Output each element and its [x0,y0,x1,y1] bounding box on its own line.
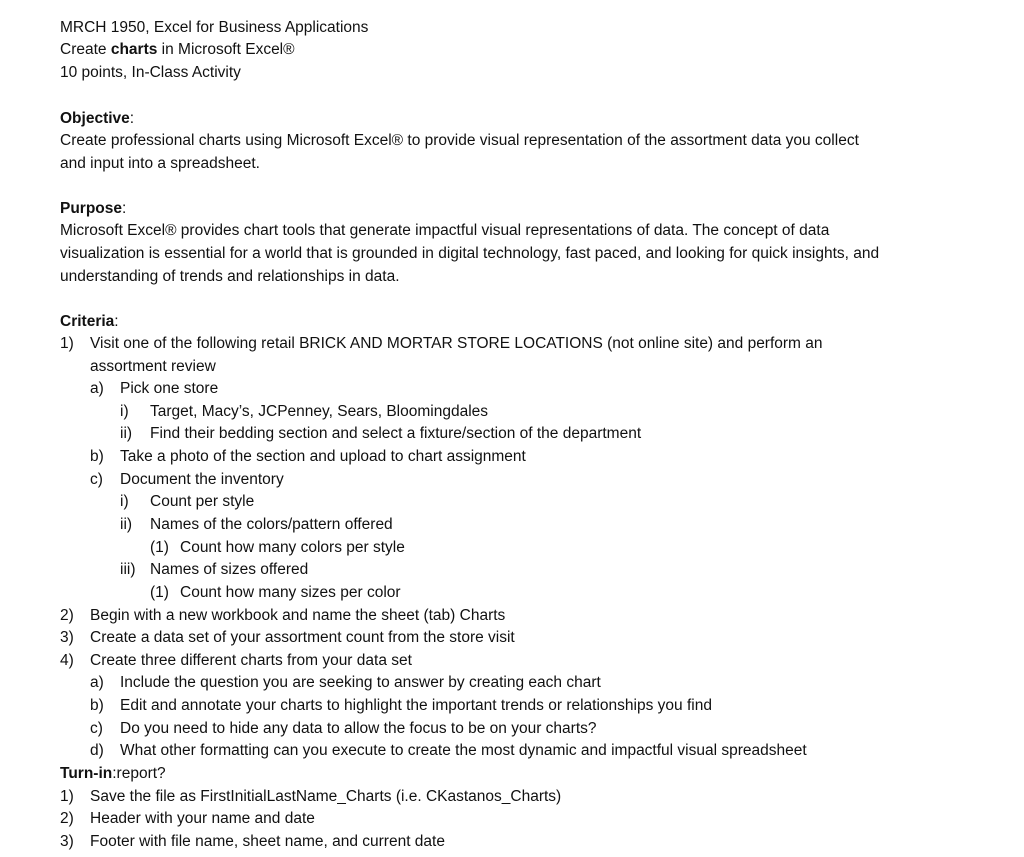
list-text: What other formatting can you execute to create the most dynamic and impactful visual spreadsheet [120,742,807,759]
list-number: ii) [120,516,133,533]
list-text: Count per style [150,493,255,510]
objective-heading [60,109,134,129]
purpose-heading-colon: : [122,200,127,217]
list-text: Save the file as FirstInitialLastName_Charts (i.e. CKastanos_Charts) [90,788,562,805]
assignment-title-pre: Create [60,41,111,58]
list-text: Count how many sizes per color [180,584,401,601]
assignment-title [60,40,295,60]
list-text: Names of sizes offered [150,561,309,578]
list-text: Create three different charts from your data set [90,652,412,669]
objective-line-2: and input into a spreadsheet. [60,155,260,172]
list-text: Edit and annotate your charts to highlight the important trends or relationships you find [120,697,712,714]
objective-heading-colon: : [129,110,135,127]
list-number: 3) [60,833,74,850]
list-number: c) [90,471,103,488]
list-number: b) [90,697,104,714]
list-number: i) [120,403,129,420]
purpose-line-2: visualization is essential for a world that is grounded in digital technology, fast paced, and looking for quick insights, and [60,245,880,262]
list-number: b) [90,448,104,465]
list-number: 2) [60,607,74,624]
turnin-heading-colon: : [112,765,117,782]
purpose-line-3: understanding of trends and relationships in data. [60,268,400,285]
purpose-line-1: Microsoft Excel® provides chart tools that generate impactful visual representations of data. The concept of data [60,222,830,239]
list-number: (1) [150,584,169,601]
purpose-heading [60,199,126,219]
list-number: (1) [150,539,169,556]
list-number: 1) [60,335,74,352]
list-number: ii) [120,425,133,442]
assignment-title-post: in Microsoft Excel® [157,41,295,58]
list-text: Footer with file name, sheet name, and current date [90,833,445,850]
list-number: i) [120,493,129,510]
list-text: Do you need to hide any data to allow the focus to be on your charts? [120,720,597,737]
list-text: Document the inventory [120,471,284,488]
list-text: Count how many colors per style [180,539,405,556]
course-title: MRCH 1950, Excel for Business Applications [60,19,369,36]
list-text: Begin with a new workbook and name the sheet (tab) Charts [90,607,506,624]
list-text: Header with your name and date [90,810,315,827]
list-text: assortment review [90,358,216,375]
criteria-heading-colon: : [114,313,119,330]
turnin-heading [60,764,166,784]
list-number: a) [90,674,104,691]
list-text: Find their bedding section and select a fixture/section of the department [150,425,642,442]
list-number: 2) [60,810,74,827]
assignment-title-bold: charts [110,41,158,58]
objective-heading-text: Objective [60,110,130,127]
list-text: Pick one store [120,380,219,397]
list-number: 1) [60,788,74,805]
list-text: Target, Macy’s, JCPenney, Sears, Bloomingdales [150,403,489,420]
criteria-heading-text: Criteria [60,313,115,330]
list-number: a) [90,380,104,397]
criteria-heading [60,312,119,332]
list-number: d) [90,742,104,759]
turnin-heading-trail: report? [116,765,166,782]
list-number: 4) [60,652,74,669]
turnin-heading-text: Turn-in [60,765,113,782]
list-number: c) [90,720,103,737]
points-line: 10 points, In-Class Activity [60,64,241,81]
list-text: Create a data set of your assortment count from the store visit [90,629,515,646]
list-number: 3) [60,629,74,646]
list-text: Include the question you are seeking to answer by creating each chart [120,674,601,691]
list-text: Names of the colors/pattern offered [150,516,393,533]
list-number: iii) [120,561,136,578]
list-text: Visit one of the following retail BRICK AND MORTAR STORE LOCATIONS (not online site) and perform an [90,335,823,352]
list-text: Take a photo of the section and upload to chart assignment [120,448,526,465]
objective-line-1: Create professional charts using Microsoft Excel® to provide visual representation of the assortment data you collect [60,132,859,149]
purpose-heading-text: Purpose [60,200,123,217]
